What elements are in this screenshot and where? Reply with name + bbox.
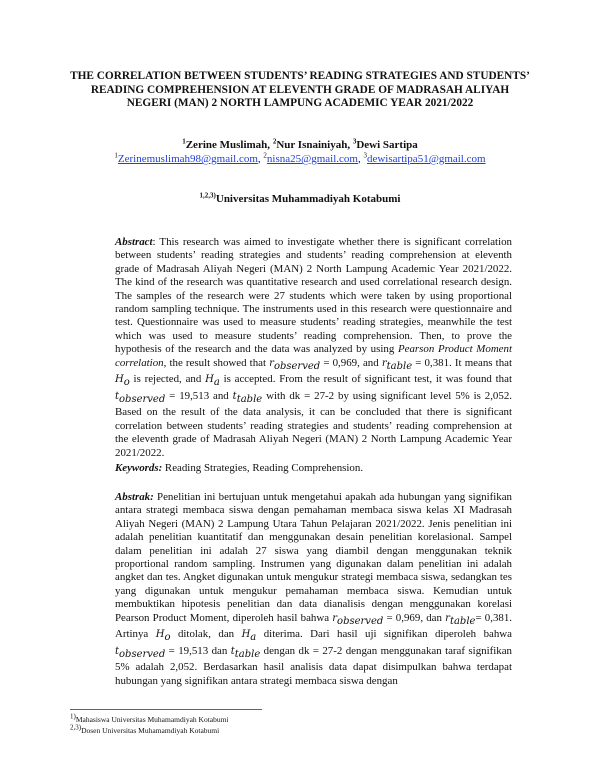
email-3-sup: 3 — [363, 151, 367, 160]
abstrak-r-table-subscript: table — [449, 615, 476, 627]
author-2-sup: 2 — [272, 137, 277, 146]
abstrak-text-7: dengan dk = 27-2 dengan menggunakan taraf signifikan 5% adalah 2,052. Berdasarkan hasil analisis data dapat disimpulkan bahwa terdapat hubungan yang signifikan antara strategi membaca siswa dengan — [115, 644, 512, 687]
email-3-link[interactable]: dewisartipa51@gmail.com — [366, 153, 486, 165]
ha-symbol: H — [205, 374, 214, 386]
r-table-symbol: r — [381, 357, 387, 369]
abstract-text-8: with dk = 27-2 by using significant level 5% is 2,052. Based on the result of the data analysis, it can be concluded that there is significant correlation between students’ reading strategies and students’ reading comprehension at the eleventh grade of Madrasah Aliyah Negeri (MAN) 2 North Lampung Academic Year 2021/2022. — [115, 389, 512, 459]
affiliation — [60, 192, 540, 206]
email-2-sup: 2 — [263, 151, 267, 160]
email-1-sup: 1 — [114, 151, 118, 160]
t-observed-subscript: observed — [119, 393, 166, 405]
email-1-link[interactable]: Zerinemuslimah98@gmail.com — [117, 153, 258, 165]
abstrak-r-table-symbol: r — [445, 612, 450, 624]
abstrak-ha-subscript: a — [250, 632, 257, 644]
author-2-name: Nur Isnainiyah, — [276, 139, 351, 151]
abstrak-h0-subscript: o — [164, 632, 171, 644]
abstract-text-1: : This research was aimed to investigate whether there is significant correlation between students’ reading strategies and students’ reading comprehension at eleventh grade of Madrasah Aliyah Negeri (MAN) 2 North Lampung Academic Year 2021/2022. The kind of the research was quantitative research and used correlational research design. The samples of the research were 27 students which were taken by using proportional random sampling technique. The instruments used in this research were questionnaire and test. Questionnaire was used to measure students’ reading strategies, meanwhile the test which was used to measure students’ reading comprehension. Then, to prove the hypothesis of the research and the data was analyzed by using — [115, 236, 512, 356]
abstrak-t-observed-subscript: observed — [119, 648, 166, 660]
abstrak-t-observed-symbol: t — [115, 645, 120, 657]
h0-subscript: o — [123, 377, 130, 389]
abstrak-h0-symbol: H — [155, 629, 165, 641]
abstrak-text-4: ditolak, dan — [170, 628, 242, 641]
keywords-line — [115, 462, 512, 475]
affiliation-sup: 1,2,3) — [199, 191, 216, 200]
abstrak-t-table-subscript: table — [234, 648, 261, 660]
abstrak-r-observed-subscript: observed — [337, 615, 384, 627]
h0-symbol: H — [115, 374, 124, 386]
keywords-label: Keywords: — [115, 462, 163, 474]
abstract-text-3: = 0,969, and — [320, 356, 382, 369]
abstrak-ha-symbol: H — [241, 629, 251, 641]
r-observed-symbol: r — [269, 357, 274, 369]
footnote-1-text: Mahasiswa Universitas Muhamamdiyah Kotabumi — [75, 715, 229, 724]
footnote-2-sup: 2,3) — [70, 723, 82, 732]
abstract-text-4: = 0,381. It means that — [412, 356, 513, 369]
author-3-name: Dewi Sartipa — [356, 139, 418, 151]
email-1-sep: , — [257, 153, 261, 165]
author-1-sup: 1 — [182, 137, 186, 146]
t-table-symbol: t — [232, 390, 237, 402]
paper-title: THE CORRELATION BETWEEN STUDENTS’ READING STRATEGIES AND STUDENTS’ READING COMPREHENSION AT ELEVENTH GRADE OF MADRASAH ALIYAH NEGERI (MAN) 2 NORTH LAMPUNG ACADEMIC YEAR 2021/2022 — [70, 70, 530, 110]
author-list — [60, 138, 540, 152]
abstract-text-7: = 19,513 and — [165, 389, 233, 402]
r-observed-subscript: observed — [273, 360, 321, 372]
email-2-link[interactable]: nisna25@gmail.com — [266, 153, 358, 165]
footnote-divider — [70, 709, 262, 710]
footnote-1 — [70, 712, 530, 725]
author-3-sup: 3 — [352, 137, 357, 146]
footnote-1-sup: 1) — [70, 712, 76, 721]
abstract-paragraph — [115, 236, 512, 460]
ha-subscript: a — [213, 377, 220, 389]
email-list — [60, 152, 540, 166]
abstrak-text-1: Penelitian ini bertujuan untuk mengetahui apakah ada hubungan yang signifikan antara strategi membaca siswa dengan pemahaman membaca siswa kelas XI Madrasah Aliyah Negeri (MAN) 2 Lampung Utara Tahun Pelajaran 2021/2022. Jenis penelitian ini adalah penelitian kuantitatif dan menggunakan desain penelitian korelasional. Sampel dalam penelitian ini adalah 27 siswa yang diambil dengan menggunakan teknik proportional random sampling. Instrumen yang digunakan dalam penelitian ini adalah angket dan tes. Angket digunakan untuk mengukur strategi membaca siswa, sedangkan tes yang digunakan untuk mengukur pemahaman membaca siswa. Kemudian untuk membuktikan hipotesis penelitian dan data dianalisis dengan menggunakan korelasi Pearson Product Moment, diperoleh hasil bahwa — [115, 491, 512, 624]
affiliation-name: Universitas Muhammadiyah Kotabumi — [215, 193, 401, 205]
footnote-2 — [70, 723, 530, 736]
abstrak-t-table-symbol: t — [230, 645, 235, 657]
abstrak-text-6: = 19,513 dan — [165, 644, 231, 657]
abstrak-label: Abstrak: — [115, 491, 154, 503]
abstract-method: Pearson Product Moment correlation — [115, 343, 512, 369]
abstrak-text-3: = 0,381. Artinya — [115, 611, 512, 641]
abstrak-r-observed-symbol: r — [332, 612, 338, 624]
abstrak-text-2: = 0,969, dan — [383, 611, 446, 624]
t-table-subscript: table — [236, 393, 263, 405]
abstract-text-5: is rejected, and — [129, 373, 206, 386]
footnote-2-text: Dosen Universitas Muhamamdiyah Kotabumi — [81, 726, 220, 735]
email-2-sep: , — [357, 153, 361, 165]
author-1-name: Zerine Muslimah, — [185, 139, 271, 151]
abstract-label: Abstract — [115, 236, 153, 248]
abstract-text-2: , the result showed that — [163, 356, 270, 369]
r-table-subscript: table — [386, 360, 413, 372]
abstrak-paragraph — [115, 491, 512, 688]
abstract-text-6: is accepted. From the result of significant test, it was found that — [219, 373, 512, 386]
abstrak-text-5: diterima. Dari hasil uji signifikan diperoleh bahwa — [256, 628, 512, 641]
keywords-text: Reading Strategies, Reading Comprehension. — [162, 462, 364, 474]
t-observed-symbol: t — [115, 390, 120, 402]
